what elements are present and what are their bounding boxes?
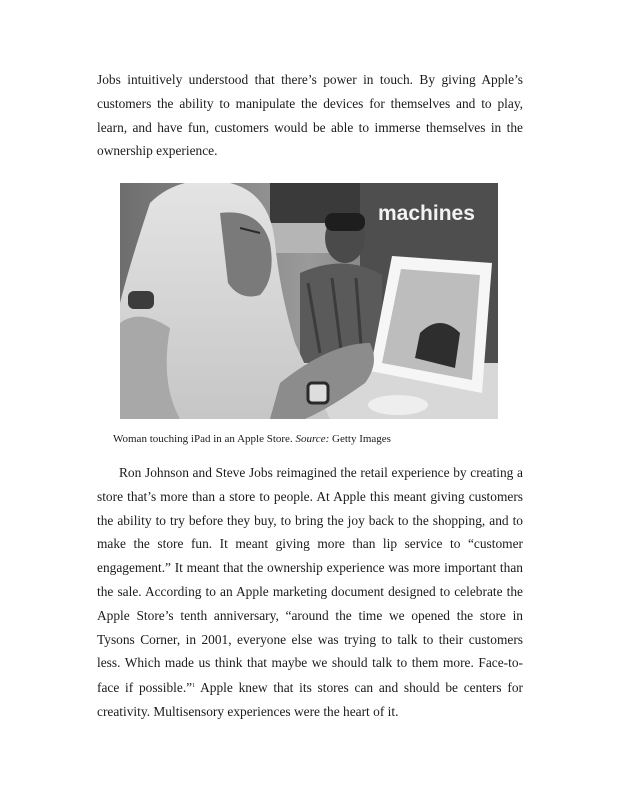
ipad-figure [370, 256, 492, 393]
store-sign-text: machines [378, 202, 475, 225]
store-photo [120, 183, 498, 419]
figure-caption [113, 431, 533, 447]
body-paragraph-2 [97, 461, 523, 724]
body-paragraph-1: Jobs intuitively understood that there’s power in touch. By giving Apple’s customers the ability to manipulate the devices for themselves and to play, learn, and have fun, customers would be able to immerse themselves in the ownership experience. [97, 72, 523, 159]
caption-text: Woman touching iPad in an Apple Store. [113, 433, 293, 445]
paragraph-2-text-after: Apple knew that its stores can and should be centers for creativity. Multisensory experiences were the heart of it. [97, 680, 523, 719]
paragraph-2-text: Ron Johnson and Steve Jobs reimagined the retail experience by creating a store that’s more than a store to people. At Apple this meant giving customers the ability to try before they buy, to bring the joy back to the shopping, and to make the store fun. It meant giving more than lip service to “customer engagement.” It meant that the ownership experience was more important than the sale. According to an Apple marketing document designed to celebrate the Apple Store’s tenth anniversary, “around the time we opened the store in Tysons Corner, in 2001, everyone else was trying to talk to their customers less. Which made us think that maybe we should talk to them more. Face-to-face if possible.” [97, 465, 523, 696]
footnote-marker[interactable]: 1 [192, 683, 196, 690]
caption-source-label: Source: [295, 433, 330, 445]
caption-source: Getty Images [332, 433, 391, 445]
